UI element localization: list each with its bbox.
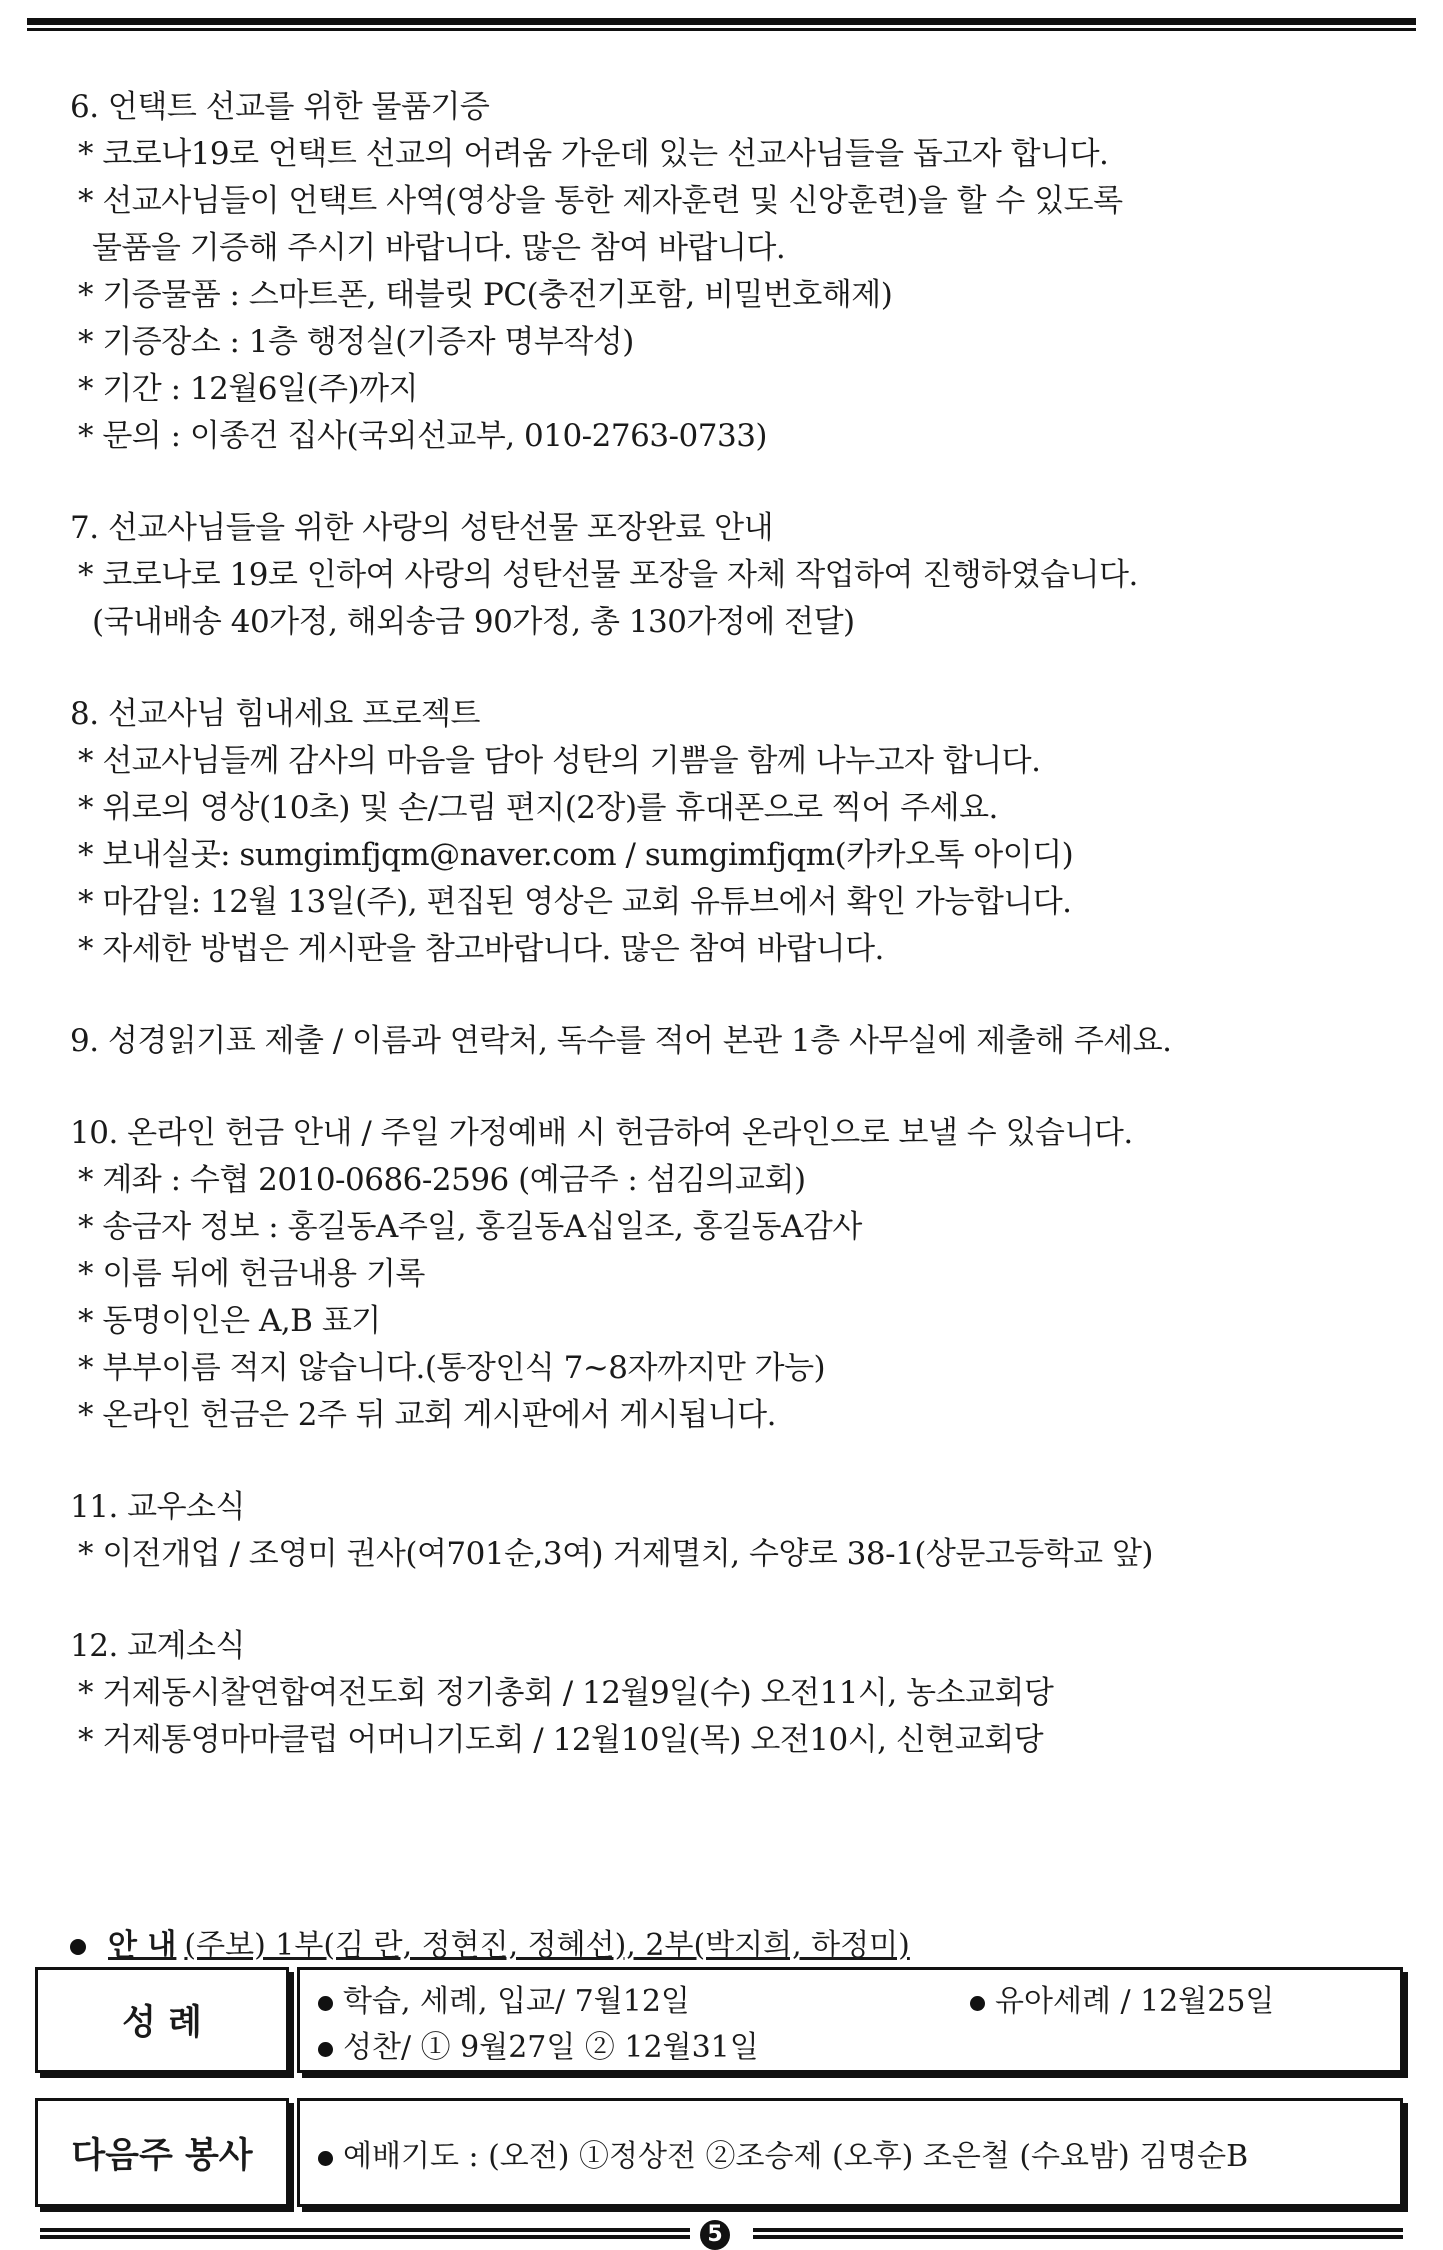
section-title: 9. 성경읽기표 제출 / 이름과 연락처, 독수를 적어 본관 1층 사무실에 제출해 주세요.: [70, 1023, 1172, 1059]
announcements: [70, 84, 1400, 1809]
service-label-box: [35, 2098, 289, 2207]
bullet-icon: [970, 1996, 985, 2011]
top-rule-thin: [27, 28, 1416, 31]
notice-line: [70, 1920, 910, 1964]
section-line: * 거제동시찰연합여전도회 정기총회 / 12월9일(수) 오전11시, 농소교회당: [78, 1675, 1054, 1711]
service-label: 다음주 봉사: [71, 2135, 253, 2176]
sacrament-item: [970, 1976, 1274, 2020]
sacrament-item-text: 학습, 세례, 입교/ 7월12일: [343, 1984, 690, 2019]
section-line: * 문의 : 이종건 집사(국외선교부, 010-2763-0733): [78, 418, 768, 454]
sacrament-label: 성 례: [122, 2003, 202, 2043]
bottom-rule-left-2: [40, 2235, 690, 2239]
section-line: * 송금자 정보 : 홍길동A주일, 홍길동A십일조, 홍길동A감사: [78, 1209, 862, 1245]
top-rule-thick: [27, 18, 1416, 25]
sacrament-row: [35, 1967, 1413, 2067]
bullet-icon: [70, 1939, 86, 1955]
service-detail-box: [297, 2098, 1403, 2207]
section-line: * 거제통영마마클럽 어머니기도회 / 12월10일(목) 오전10시, 신현교회당: [78, 1722, 1044, 1758]
sacrament-item-text: 유아세례 / 12월25일: [995, 1984, 1275, 2019]
section-title: 7. 선교사님들을 위한 사랑의 성탄선물 포장완료 안내: [70, 510, 774, 546]
section-title: 8. 선교사님 힘내세요 프로젝트: [70, 696, 480, 732]
notice-text: (주보) 1부(김 란, 정현진, 정혜선), 2부(박지희, 하정미): [184, 1928, 910, 1963]
bottom-rule-right-1: [753, 2228, 1403, 2232]
page-number: 5: [700, 2220, 730, 2250]
sacrament-item: [318, 2022, 759, 2066]
section-title: 12. 교계소식: [70, 1628, 245, 1664]
section-line: * 위로의 영상(10초) 및 손/그림 편지(2장)를 휴대폰으로 찍어 주세요.: [78, 790, 998, 826]
section-line: * 코로나로 19로 인하여 사랑의 성탄선물 포장을 자체 작업하여 진행하였습니다.: [78, 557, 1138, 593]
section-line: * 코로나19로 언택트 선교의 어려움 가운데 있는 선교사님들을 돕고자 합니다.: [78, 136, 1109, 172]
service-item-text: 예배기도 : (오전) ①정상전 ②조승제 (오후) 조은철 (수요밤) 김명순B: [343, 2139, 1249, 2174]
section-line: * 기간 : 12월6일(주)까지: [78, 371, 418, 407]
section-title: 10. 온라인 헌금 안내 / 주일 가정예배 시 헌금하여 온라인으로 보낼 수 있습니다.: [70, 1115, 1133, 1151]
section-12: [70, 1623, 1400, 1764]
section-title: 11. 교우소식: [70, 1489, 245, 1525]
notice-label: 안 내: [108, 1928, 177, 1963]
section-line: (국내배송 40가정, 해외송금 90가정, 총 130가정에 전달): [92, 604, 855, 640]
section-8: [70, 691, 1400, 973]
bullet-icon: [318, 1996, 333, 2011]
service-row: [35, 2098, 1413, 2201]
section-7: [70, 505, 1400, 646]
section-6: [70, 84, 1400, 460]
section-line: * 선교사님들이 언택트 사역(영상을 통한 제자훈련 및 신앙훈련)을 할 수 있도록: [78, 183, 1123, 219]
section-11: [70, 1484, 1400, 1578]
section-line: * 기증장소 : 1층 행정실(기증자 명부작성): [78, 324, 634, 360]
section-line: * 기증물품 : 스마트폰, 태블릿 PC(충전기포함, 비밀번호해제): [78, 277, 893, 313]
bottom-rule-right-2: [753, 2235, 1403, 2239]
section-line: 물품을 기증해 주시기 바랍니다. 많은 참여 바랍니다.: [92, 230, 786, 266]
section-line: * 계좌 : 수협 2010-0686-2596 (예금주 : 섬김의교회): [78, 1162, 806, 1198]
section-line: * 자세한 방법은 게시판을 참고바랍니다. 많은 참여 바랍니다.: [78, 931, 884, 967]
section-line: * 동명이인은 A,B 표기: [78, 1303, 381, 1339]
section-line: * 부부이름 적지 않습니다.(통장인식 7~8자까지만 가능): [78, 1350, 826, 1386]
bullet-icon: [318, 2151, 333, 2166]
bullet-icon: [318, 2042, 333, 2057]
section-line: * 온라인 헌금은 2주 뒤 교회 게시판에서 게시됩니다.: [78, 1397, 776, 1433]
section-line: * 마감일: 12월 13일(주), 편집된 영상은 교회 유튜브에서 확인 가능합니다.: [78, 884, 1072, 920]
sacrament-item-text: 성찬/ ① 9월27일 ② 12월31일: [343, 2030, 759, 2065]
section-line: * 선교사님들께 감사의 마음을 담아 성탄의 기쁨을 함께 나누고자 합니다.: [78, 743, 1041, 779]
section-line: * 보내실곳: sumgimfjqm@naver.com / sumgimfjqm(카카오톡 아이디): [78, 837, 1074, 873]
sacrament-detail-box: [297, 1967, 1403, 2073]
bottom-rule-left-1: [40, 2228, 690, 2232]
section-9: [70, 1018, 1400, 1065]
section-10: [70, 1110, 1400, 1439]
section-line: * 이전개업 / 조영미 권사(여701순,3여) 거제멸치, 수양로 38-1(상문고등학교 앞): [78, 1536, 1153, 1572]
section-title: 6. 언택트 선교를 위한 물품기증: [70, 89, 490, 125]
section-line: * 이름 뒤에 헌금내용 기록: [78, 1256, 425, 1292]
sacrament-item: [318, 1976, 690, 2020]
top-rule: [27, 18, 1416, 32]
service-item: [318, 2131, 1248, 2175]
sacrament-label-box: [35, 1967, 289, 2073]
